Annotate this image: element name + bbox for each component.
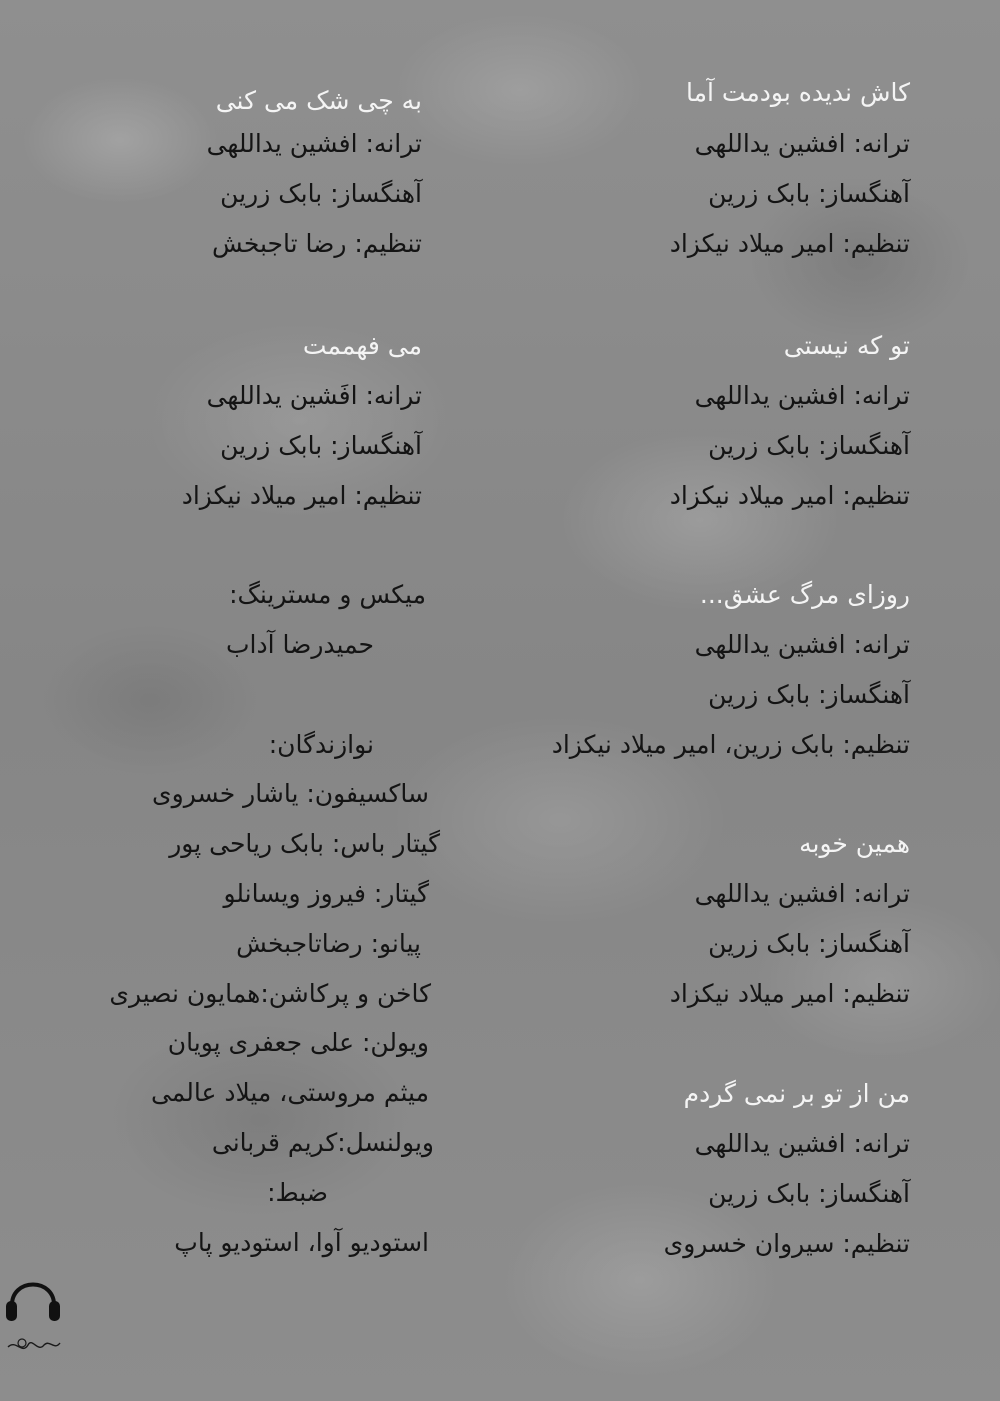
song-lyricist: ترانه: افشین یداللهی bbox=[694, 129, 910, 158]
song-composer: آهنگساز: بابک زرین bbox=[708, 680, 910, 709]
song-lyricist: ترانه: افَشین یداللهی bbox=[206, 381, 422, 410]
recording-studios: استودیو آوا، استودیو پاپ bbox=[174, 1228, 429, 1257]
musician-item: گیتار باس: بابک ریاحی پور bbox=[169, 829, 440, 858]
musician-item: میثم مروستی، میلاد عالمی bbox=[150, 1078, 429, 1107]
musician-item: کاخن و پرکاشن:همایون نصیری bbox=[109, 979, 431, 1008]
song-arranger: تنظیم: رضا تاجبخش bbox=[211, 229, 422, 258]
song-composer: آهنگساز: بابک زرین bbox=[708, 179, 910, 208]
song-arranger: تنظیم: سیروان خسروی bbox=[663, 1229, 910, 1258]
musician-item: ساکسیفون: یاشار خسروی bbox=[152, 779, 429, 808]
song-title: من از تو بر نمی گردم bbox=[683, 1079, 910, 1108]
song-arranger: تنظیم: امیر میلاد نیکزاد bbox=[669, 979, 910, 1008]
musician-item: ویولنسل:کریم قربانی bbox=[211, 1128, 434, 1157]
song-lyricist: ترانه: افشین یداللهی bbox=[694, 381, 910, 410]
song-arranger: تنظیم: بابک زرین، امیر میلاد نیکزاد bbox=[551, 730, 910, 759]
song-title: کاش ندیده بودمت آما bbox=[685, 78, 910, 107]
musician-item: ویولن: علی جعفری پویان bbox=[167, 1028, 429, 1057]
song-lyricist: ترانه: افشین یداللهی bbox=[694, 630, 910, 659]
musician-item: گیتار: فیروز ویسانلو bbox=[223, 879, 429, 908]
song-title: روزای مرگ عشق... bbox=[699, 580, 910, 609]
mix-mastering-label: میکس و مسترینگ: bbox=[229, 580, 426, 609]
song-composer: آهنگساز: بابک زرین bbox=[220, 179, 422, 208]
song-composer: آهنگساز: بابک زرین bbox=[220, 431, 422, 460]
song-composer: آهنگساز: بابک زرین bbox=[708, 929, 910, 958]
recording-label: ضبط: bbox=[267, 1178, 328, 1207]
song-arranger: تنظیم: امیر میلاد نیکزاد bbox=[669, 481, 910, 510]
song-lyricist: ترانه: افشین یداللهی bbox=[694, 879, 910, 908]
song-title: می فهممت bbox=[302, 331, 422, 360]
song-composer: آهنگساز: بابک زرین bbox=[708, 1179, 910, 1208]
song-title: به چی شک می کنی bbox=[215, 86, 422, 115]
song-arranger: تنظیم: امیر میلاد نیکزاد bbox=[669, 229, 910, 258]
song-arranger: تنظیم: امیر میلاد نیکزاد bbox=[181, 481, 422, 510]
song-title: همین خوبه bbox=[799, 829, 910, 858]
song-lyricist: ترانه: افشین یداللهی bbox=[694, 1129, 910, 1158]
musician-item: پیانو: رضاتاجبخش bbox=[236, 929, 421, 958]
musicians-label: نوازندگان: bbox=[268, 730, 374, 759]
song-lyricist: ترانه: افشین یداللهی bbox=[206, 129, 422, 158]
headphones-icon bbox=[2, 1255, 64, 1360]
song-title: تو که نیستی bbox=[783, 331, 910, 360]
song-composer: آهنگساز: بابک زرین bbox=[708, 431, 910, 460]
mix-mastering-name: حمیدرضا آداب bbox=[226, 630, 374, 659]
